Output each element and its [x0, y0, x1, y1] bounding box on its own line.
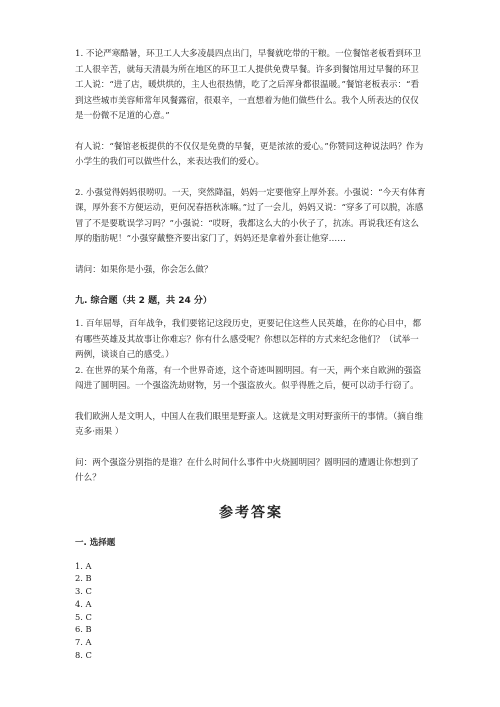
- question-paragraph: 2. 在世界的某个角落，有一个世界奇迹，这个奇迹叫圆明园。有一天，两个来自欧洲的强盗闯进了圆明园。一个强盗洗劫财物，另一个强盗放火。似乎得胜之后，便可以动手行窃了。: [75, 365, 422, 391]
- answer-item: 5. C: [75, 611, 92, 622]
- question-paragraph: 1. 不论严寒酷暑，环卫工人大多凌晨四点出门，早餐就吃带的干粮。一位餐馆老板看到环卫工人很辛苦，就每天清晨为所在地区的环卫工人提供免费早餐。许多到餐馆用过早餐的环卫工人说：“进了店，暖烘烘的，主人也很热情，吃了之后浑身都很温暖。”餐馆老板表示：“看到这些城市美容师常年风餐露宿，很艰辛，一直想着为他们做些什么。我个人所表达的仅仅是一份微不足道的心意。”: [75, 49, 422, 121]
- answer-section-heading: 一. 选择题: [75, 537, 116, 548]
- question-paragraph: 问：两个强盗分别指的是谁？在什么时间什么事件中火烧圆明园？圆明园的遭遇让你想到了什么？: [75, 457, 419, 483]
- answer-item: 2. B: [75, 573, 92, 584]
- answer-item: 7. A: [75, 637, 92, 648]
- question-paragraph: 请问：如果你是小强，你会怎么做？: [75, 264, 213, 275]
- answer-key-title: 参考答案: [219, 504, 283, 521]
- answer-item: 1. A: [75, 560, 92, 571]
- answer-item: 6. B: [75, 624, 92, 635]
- question-paragraph: 2. 小强觉得妈妈很唠叨。一天，突然降温，妈妈一定要他穿上厚外套。小强说：“今天有体育课，厚外套不方便运动，更何况春捂秋冻嘛。”过了一会儿，妈妈又说：“穿多了可以脱，冻感冒了不是要耽误学习吗？”小强说：“哎呀，我都这么大的小伙子了，抗冻。再说我还有这么厚的脂肪呢！”小强穿戴整齐要出家门了，妈妈还是拿着外套让他穿……: [75, 187, 426, 244]
- question-paragraph: 我们欧洲人是文明人，中国人在我们眼里是野蛮人。这就是文明对野蛮所干的事情。（摘自维克多·雨果 ）: [75, 411, 424, 437]
- section-heading: 九. 综合题（共 2 题，共 24 分）: [75, 296, 212, 306]
- answer-item: 8. C: [75, 650, 92, 661]
- answer-list: [75, 560, 427, 662]
- answer-item: 4. A: [75, 598, 92, 609]
- document-content: [75, 47, 427, 662]
- question-paragraph: 有人说：“餐馆老板提供的不仅仅是免费的早餐，更是浓浓的爱心。”你赞同这种说法吗？作为小学生的我们可以做些什么，来表达我们的爱心。: [75, 141, 424, 167]
- question-paragraph: 1. 百年屈辱，百年战争，我们要铭记这段历史，更要记住这些人民英雄，在你的心目中，都有哪些英雄及其故事让你难忘？你有什么感受呢？你想以怎样的方式来纪念他们？（试举一两例，谈谈自己的感受。）: [75, 319, 422, 360]
- answer-item: 3. C: [75, 586, 92, 597]
